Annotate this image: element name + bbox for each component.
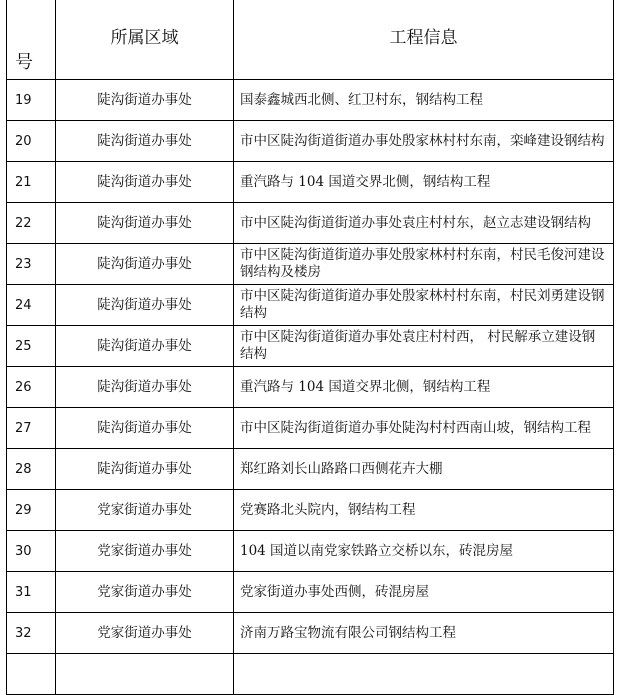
row-info: 104 国道以南党家铁路立交桥以东，砖混房屋 [234,531,614,572]
row-info: 党赛路北头院内，钢结构工程 [234,490,614,531]
row-info: 重汽路与 104 国道交界北侧，钢结构工程 [234,162,614,203]
row-area: 陡沟街道办事处 [56,162,234,203]
row-num: 24 [7,285,56,326]
row-area: 陡沟街道办事处 [56,449,234,490]
table-row [7,572,614,613]
table-row [7,121,614,162]
header-area: 所属区域 [56,0,234,80]
table-row [7,162,614,203]
table-row [7,531,614,572]
row-num: 21 [7,162,56,203]
table-row [7,285,614,326]
row-num: 27 [7,408,56,449]
project-table [6,0,614,695]
row-info [234,654,614,695]
table-row [7,326,614,367]
row-area: 党家街道办事处 [56,531,234,572]
header-num: 号 [7,0,56,80]
row-info: 重汽路与 104 国道交界北侧，钢结构工程 [234,367,614,408]
row-num: 29 [7,490,56,531]
table-row [7,449,614,490]
table-row [7,203,614,244]
row-area [56,654,234,695]
row-num: 31 [7,572,56,613]
row-info: 党家街道办事处西侧，砖混房屋 [234,572,614,613]
row-num: 30 [7,531,56,572]
row-num: 25 [7,326,56,367]
row-num: 19 [7,80,56,121]
table-header-row [7,0,614,80]
row-num [7,654,56,695]
table-row [7,654,614,695]
row-num: 23 [7,244,56,285]
row-info: 济南万路宝物流有限公司钢结构工程 [234,613,614,654]
row-info: 市中区陡沟街道街道办事处陡沟村村西南山坡，钢结构工程 [234,408,614,449]
table-row [7,408,614,449]
row-num: 26 [7,367,56,408]
row-info: 郑红路刘长山路路口西侧花卉大棚 [234,449,614,490]
row-area: 陡沟街道办事处 [56,326,234,367]
row-area: 党家街道办事处 [56,572,234,613]
header-info: 工程信息 [234,0,614,80]
row-area: 陡沟街道办事处 [56,203,234,244]
table-row [7,367,614,408]
row-area: 党家街道办事处 [56,490,234,531]
table-row [7,80,614,121]
table-row [7,490,614,531]
row-area: 陡沟街道办事处 [56,285,234,326]
row-area: 党家街道办事处 [56,613,234,654]
row-info: 市中区陡沟街道街道办事处殷家林村村东南，村民刘勇建设钢结构 [234,285,614,326]
table-row [7,244,614,285]
row-num: 32 [7,613,56,654]
row-info: 市中区陡沟街道街道办事处袁庄村村东，赵立志建设钢结构 [234,203,614,244]
row-info: 市中区陡沟街道街道办事处殷家林村村东南，村民毛俊河建设钢结构及楼房 [234,244,614,285]
row-num: 22 [7,203,56,244]
table-row [7,613,614,654]
row-area: 陡沟街道办事处 [56,367,234,408]
row-num: 28 [7,449,56,490]
row-info: 国泰鑫城西北侧、红卫村东，钢结构工程 [234,80,614,121]
row-num: 20 [7,121,56,162]
row-info: 市中区陡沟街道街道办事处殷家林村村东南，栾峰建设钢结构 [234,121,614,162]
row-area: 陡沟街道办事处 [56,408,234,449]
row-area: 陡沟街道办事处 [56,80,234,121]
row-info: 市中区陡沟街道街道办事处袁庄村村西， 村民解承立建设钢结构 [234,326,614,367]
row-area: 陡沟街道办事处 [56,244,234,285]
row-area: 陡沟街道办事处 [56,121,234,162]
